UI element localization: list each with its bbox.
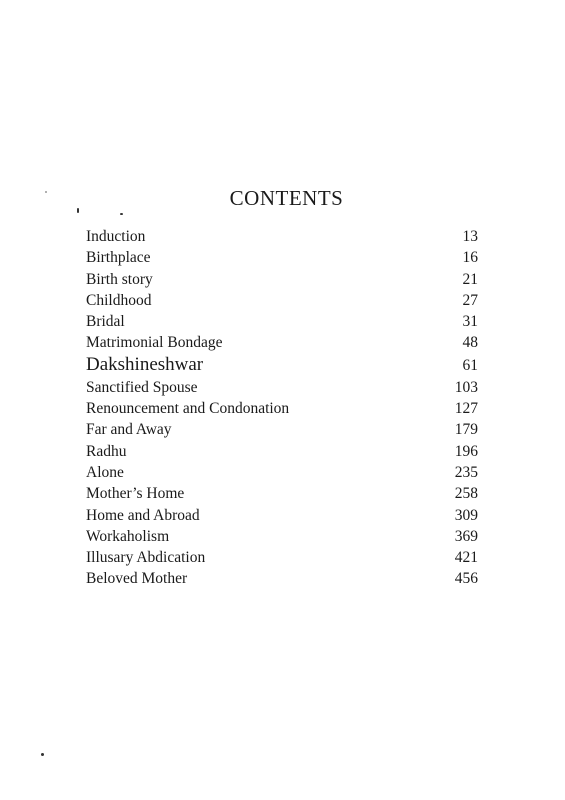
- toc-entry: [86, 265, 478, 286]
- chapter-title: Birth story: [86, 270, 153, 288]
- chapter-title: Childhood: [86, 291, 152, 309]
- chapter-title: Sanctified Spouse: [86, 378, 198, 396]
- page-number: 103: [454, 378, 478, 396]
- chapter-title: Alone: [86, 463, 124, 481]
- toc-entry: [86, 479, 478, 503]
- scan-speck: [45, 191, 47, 193]
- toc-entry: [86, 501, 478, 522]
- chapter-title: Workaholism: [86, 527, 170, 545]
- table-of-contents: [86, 222, 478, 586]
- page-number: 16: [462, 249, 478, 267]
- scan-speck: [77, 208, 79, 213]
- page-number: 21: [462, 270, 478, 288]
- page-number: 235: [454, 463, 478, 481]
- page-number: 258: [454, 485, 478, 503]
- chapter-title: Renouncement and Condonation: [86, 400, 290, 418]
- chapter-title: Radhu: [86, 442, 127, 460]
- toc-entry: [86, 522, 478, 543]
- toc-entry: [86, 222, 478, 243]
- page-number: 48: [462, 334, 478, 352]
- scan-speck: [120, 213, 123, 215]
- page-number: 179: [454, 421, 478, 439]
- toc-entry: [86, 373, 478, 394]
- page-number: 127: [454, 400, 478, 418]
- page-number: 421: [454, 549, 478, 567]
- chapter-title: Induction: [86, 228, 146, 245]
- toc-entry: [86, 458, 478, 479]
- chapter-title: Birthplace: [86, 249, 151, 267]
- page-number: 196: [454, 442, 478, 460]
- toc-entry: [86, 243, 478, 267]
- chapter-title: Matrimonial Bondage: [86, 334, 223, 352]
- chapter-title: Illusary Abdication: [86, 549, 206, 567]
- toc-entry: [86, 564, 478, 588]
- toc-entry: [86, 543, 478, 567]
- chapter-title: Home and Abroad: [86, 506, 200, 524]
- toc-entry: [86, 286, 478, 307]
- page-number: 456: [454, 570, 478, 588]
- chapter-title: Far and Away: [86, 421, 172, 439]
- page-number: 369: [454, 527, 478, 545]
- page-number: 13: [462, 228, 478, 245]
- page-number: 61: [462, 356, 478, 374]
- scan-speck: [41, 753, 44, 756]
- chapter-title: Bridal: [86, 313, 125, 331]
- page-number: 27: [462, 291, 478, 309]
- toc-entry: [86, 328, 478, 352]
- toc-entry: [86, 394, 478, 418]
- chapter-title: Dakshineshwar: [86, 353, 204, 375]
- chapter-title: Beloved Mother: [86, 570, 188, 588]
- toc-entry: [86, 350, 478, 373]
- page-title: CONTENTS: [229, 186, 344, 210]
- chapter-title: Mother’s Home: [86, 485, 185, 503]
- page-number: 31: [462, 313, 478, 331]
- page-number: 309: [454, 506, 478, 524]
